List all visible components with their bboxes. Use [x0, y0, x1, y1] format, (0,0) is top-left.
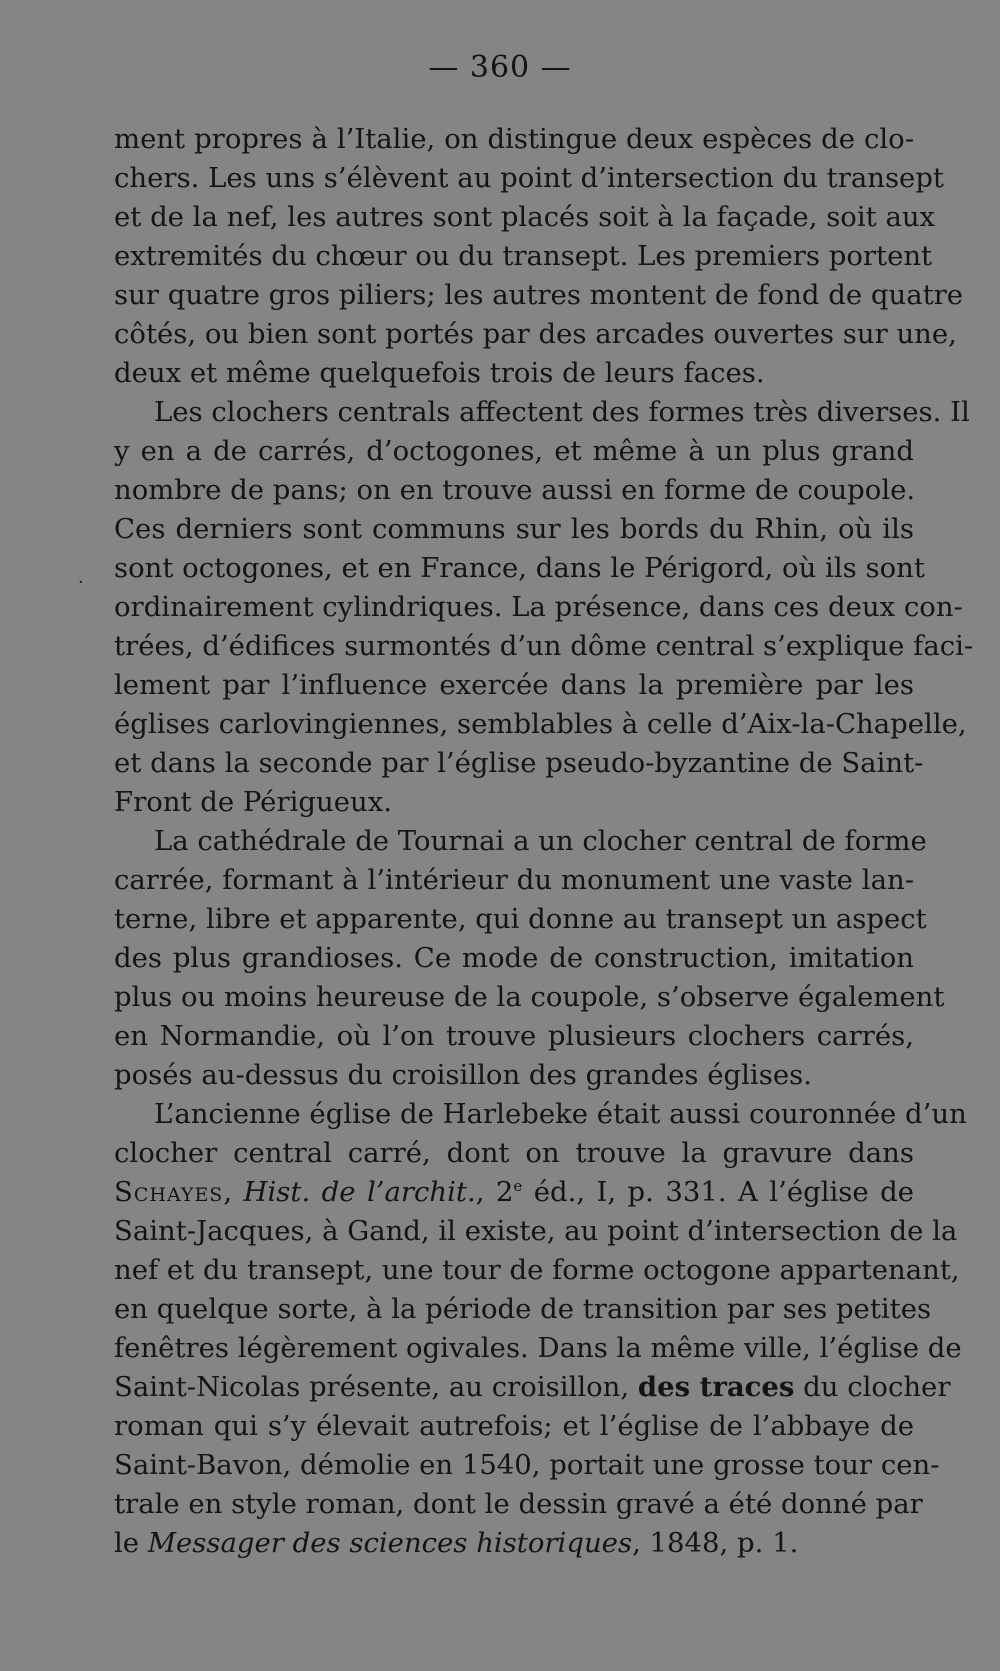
text-line: lement par l’influence exercée dans la première par les: [114, 669, 914, 701]
work-title: Messager des sciences historiques: [147, 1527, 633, 1559]
text-line: nef et du transept, une tour de forme octogone appartenant,: [114, 1254, 960, 1286]
text-fragment: , 2: [475, 1176, 514, 1208]
text-line: trale en style roman, dont le dessin gravé a été donné par: [114, 1488, 923, 1520]
superscript: e: [513, 1176, 523, 1195]
text-line: trées, d’édifices surmontés d’un dôme central s’explique faci-: [114, 630, 974, 662]
text-line: terne, libre et apparente, qui donne au transept un aspect: [114, 903, 927, 935]
text-line-bold: [114, 1368, 951, 1407]
text-line: posés au-dessus du croisillon des grandes églises.: [114, 1059, 812, 1091]
text-fragment: Saint-Nicolas présente, au croisillon,: [114, 1371, 638, 1403]
text-line: ment propres à l’Italie, on distingue deux espèces de clo-: [114, 123, 914, 155]
text-line: sont octogones, et en France, dans le Périgord, où ils sont: [114, 552, 925, 584]
text-fragment: du clocher: [794, 1371, 951, 1403]
text-line: plus ou moins heureuse de la coupole, s’observe également: [114, 981, 945, 1013]
text-line: en quelque sorte, à la période de transition par ses petites: [114, 1293, 932, 1325]
work-title: Hist. de l’archit.: [243, 1176, 476, 1208]
text-line: roman qui s’y élevait autrefois; et l’église de l’abbaye de: [114, 1410, 914, 1442]
text-line: nombre de pans; on en trouve aussi en forme de coupole.: [114, 474, 916, 506]
text-line: deux et même quelquefois trois de leurs faces.: [114, 357, 765, 389]
text-line: et de la nef, les autres sont placés soit à la façade, soit aux: [114, 201, 936, 233]
text-line: clocher central carré, dont on trouve la gravure dans: [114, 1137, 914, 1169]
text-line: en Normandie, où l’on trouve plusieurs clochers carrés,: [114, 1020, 914, 1052]
text-fragment: le: [114, 1527, 148, 1559]
margin-mark: ·: [78, 572, 84, 593]
text-line: Saint-Jacques, à Gand, il existe, au point d’intersection de la: [114, 1215, 958, 1247]
text-fragment: éd., I, p. 331. A l’église de: [522, 1176, 915, 1208]
text-line: carrée, formant à l’intérieur du monument une vaste lan-: [114, 864, 914, 896]
text-line: Saint-Bavon, démolie en 1540, portait une grosse tour cen-: [114, 1449, 940, 1481]
text-line: Ces derniers sont communs sur les bords du Rhin, où ils: [114, 513, 914, 545]
text-fragment: ,: [223, 1176, 244, 1208]
text-fragment: , 1848, p. 1.: [632, 1527, 799, 1559]
text-line: fenêtres légèrement ogivales. Dans la même ville, l’église de: [114, 1332, 962, 1364]
text-line: côtés, ou bien sont portés par des arcades ouvertes sur une,: [114, 318, 957, 350]
text-line: chers. Les uns s’élèvent au point d’intersection du transept: [114, 162, 944, 194]
text-line: ordinairement cylindriques. La présence, dans ces deux con-: [114, 591, 963, 623]
author-name: Schayes: [114, 1176, 224, 1208]
body-text: [114, 120, 974, 1563]
text-line: et dans la seconde par l’église pseudo-byzantine de Saint-: [114, 747, 924, 779]
text-line: La cathédrale de Tournai a un clocher central de forme: [154, 825, 927, 857]
text-line: extremités du chœur ou du transept. Les premiers portent: [114, 240, 933, 272]
text-line: y en a de carrés, d’octogones, et même à un plus grand: [114, 435, 914, 467]
text-line-citation: [114, 1524, 914, 1563]
page-number: — 360 —: [428, 50, 572, 85]
text-line: L’ancienne église de Harlebeke était aussi couronnée d’un: [154, 1098, 967, 1130]
text-line: Front de Périgueux.: [114, 786, 392, 818]
text-line: Les clochers centrals affectent des formes très diverses. Il: [154, 396, 970, 428]
text-line: des plus grandioses. Ce mode de construction, imitation: [114, 942, 914, 974]
bold-text: des traces: [637, 1371, 795, 1403]
text-line: églises carlovingiennes, semblables à celle d’Aix-la-Chapelle,: [114, 708, 967, 740]
text-line-citation: [114, 1173, 914, 1212]
text-line: sur quatre gros piliers; les autres montent de fond de quatre: [114, 279, 964, 311]
